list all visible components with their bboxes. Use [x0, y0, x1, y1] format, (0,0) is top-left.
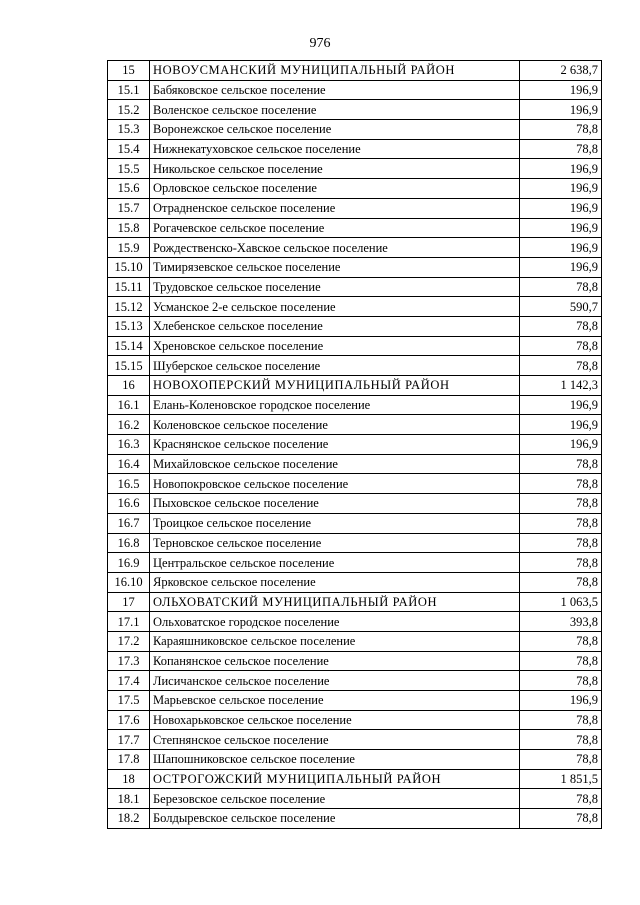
row-name-cell: Шапошниковское сельское поселение: [150, 750, 520, 770]
settlement-row: [108, 454, 602, 474]
row-number-cell: 15: [108, 61, 150, 81]
row-name-cell: Лисичанское сельское поселение: [150, 671, 520, 691]
row-value-cell: 78,8: [520, 356, 602, 376]
row-name-cell: Хреновское сельское поселение: [150, 336, 520, 356]
settlement-row: [108, 553, 602, 573]
row-name-cell: Краснянское сельское поселение: [150, 435, 520, 455]
row-name-cell: Центральское сельское поселение: [150, 553, 520, 573]
row-name-cell: ОСТРОГОЖСКИЙ МУНИЦИПАЛЬНЫЙ РАЙОН: [150, 769, 520, 789]
settlement-row: [108, 316, 602, 336]
settlement-row: [108, 356, 602, 376]
row-value-cell: 196,9: [520, 80, 602, 100]
settlement-row: [108, 139, 602, 159]
row-value-cell: 78,8: [520, 789, 602, 809]
settlement-row: [108, 297, 602, 317]
settlement-row: [108, 100, 602, 120]
settlement-row: [108, 533, 602, 553]
row-name-cell: Тимирязевское сельское поселение: [150, 257, 520, 277]
row-number-cell: 15.6: [108, 179, 150, 199]
row-name-cell: Троицкое сельское поселение: [150, 513, 520, 533]
allocation-table: [107, 60, 602, 829]
row-value-cell: 196,9: [520, 395, 602, 415]
settlement-row: [108, 789, 602, 809]
row-value-cell: 78,8: [520, 277, 602, 297]
row-number-cell: 18: [108, 769, 150, 789]
row-number-cell: 15.14: [108, 336, 150, 356]
row-value-cell: 196,9: [520, 218, 602, 238]
row-number-cell: 16.5: [108, 474, 150, 494]
row-name-cell: Воленское сельское поселение: [150, 100, 520, 120]
row-value-cell: 196,9: [520, 179, 602, 199]
row-name-cell: Отрадненское сельское поселение: [150, 198, 520, 218]
settlement-row: [108, 612, 602, 632]
settlement-row: [108, 257, 602, 277]
row-value-cell: 78,8: [520, 316, 602, 336]
row-value-cell: 196,9: [520, 691, 602, 711]
row-value-cell: 196,9: [520, 198, 602, 218]
settlement-row: [108, 435, 602, 455]
row-name-cell: Марьевское сельское поселение: [150, 691, 520, 711]
row-number-cell: 16.10: [108, 572, 150, 592]
settlement-row: [108, 671, 602, 691]
row-number-cell: 15.13: [108, 316, 150, 336]
district-row: [108, 376, 602, 396]
row-name-cell: Степнянское сельское поселение: [150, 730, 520, 750]
row-name-cell: Ярковское сельское поселение: [150, 572, 520, 592]
row-name-cell: Новохарьковское сельское поселение: [150, 710, 520, 730]
row-name-cell: НОВОУСМАНСКИЙ МУНИЦИПАЛЬНЫЙ РАЙОН: [150, 61, 520, 81]
row-name-cell: Пыховское сельское поселение: [150, 494, 520, 514]
row-number-cell: 15.3: [108, 120, 150, 140]
settlement-row: [108, 198, 602, 218]
row-value-cell: 196,9: [520, 435, 602, 455]
row-name-cell: Рождественско-Хавское сельское поселение: [150, 238, 520, 258]
row-number-cell: 17.5: [108, 691, 150, 711]
district-row: [108, 769, 602, 789]
settlement-row: [108, 572, 602, 592]
row-name-cell: Болдыревское сельское поселение: [150, 809, 520, 829]
row-number-cell: 15.2: [108, 100, 150, 120]
row-number-cell: 16.3: [108, 435, 150, 455]
row-name-cell: Березовское сельское поселение: [150, 789, 520, 809]
row-number-cell: 16: [108, 376, 150, 396]
row-number-cell: 16.2: [108, 415, 150, 435]
row-name-cell: Новопокровское сельское поселение: [150, 474, 520, 494]
row-number-cell: 15.11: [108, 277, 150, 297]
row-value-cell: 196,9: [520, 415, 602, 435]
row-name-cell: Коленовское сельское поселение: [150, 415, 520, 435]
row-name-cell: Терновское сельское поселение: [150, 533, 520, 553]
row-name-cell: Орловское сельское поселение: [150, 179, 520, 199]
settlement-row: [108, 395, 602, 415]
row-value-cell: 78,8: [520, 139, 602, 159]
row-name-cell: Усманское 2-е сельское поселение: [150, 297, 520, 317]
row-number-cell: 15.10: [108, 257, 150, 277]
row-name-cell: Трудовское сельское поселение: [150, 277, 520, 297]
table-body: [108, 61, 602, 829]
row-name-cell: Никольское сельское поселение: [150, 159, 520, 179]
row-value-cell: 196,9: [520, 238, 602, 258]
settlement-row: [108, 750, 602, 770]
row-name-cell: Шуберское сельское поселение: [150, 356, 520, 376]
settlement-row: [108, 809, 602, 829]
row-value-cell: 590,7: [520, 297, 602, 317]
row-value-cell: 78,8: [520, 651, 602, 671]
row-value-cell: 2 638,7: [520, 61, 602, 81]
row-number-cell: 17.1: [108, 612, 150, 632]
row-name-cell: Елань-Коленовское городское поселение: [150, 395, 520, 415]
row-name-cell: Караяшниковское сельское поселение: [150, 631, 520, 651]
row-number-cell: 17.7: [108, 730, 150, 750]
row-value-cell: 78,8: [520, 730, 602, 750]
row-value-cell: 78,8: [520, 336, 602, 356]
row-name-cell: НОВОХОПЕРСКИЙ МУНИЦИПАЛЬНЫЙ РАЙОН: [150, 376, 520, 396]
row-number-cell: 17.3: [108, 651, 150, 671]
row-value-cell: 1 851,5: [520, 769, 602, 789]
row-name-cell: Рогачевское сельское поселение: [150, 218, 520, 238]
settlement-row: [108, 651, 602, 671]
row-number-cell: 15.1: [108, 80, 150, 100]
row-name-cell: Хлебенское сельское поселение: [150, 316, 520, 336]
settlement-row: [108, 415, 602, 435]
settlement-row: [108, 474, 602, 494]
row-value-cell: 78,8: [520, 513, 602, 533]
row-number-cell: 16.6: [108, 494, 150, 514]
row-name-cell: ОЛЬХОВАТСКИЙ МУНИЦИПАЛЬНЫЙ РАЙОН: [150, 592, 520, 612]
row-value-cell: 78,8: [520, 710, 602, 730]
row-value-cell: 1 063,5: [520, 592, 602, 612]
row-number-cell: 18.1: [108, 789, 150, 809]
row-value-cell: 78,8: [520, 533, 602, 553]
row-value-cell: 78,8: [520, 750, 602, 770]
row-number-cell: 17.2: [108, 631, 150, 651]
row-number-cell: 15.7: [108, 198, 150, 218]
settlement-row: [108, 691, 602, 711]
row-number-cell: 15.12: [108, 297, 150, 317]
settlement-row: [108, 730, 602, 750]
settlement-row: [108, 710, 602, 730]
row-name-cell: Бабяковское сельское поселение: [150, 80, 520, 100]
row-name-cell: Нижнекатуховское сельское поселение: [150, 139, 520, 159]
row-number-cell: 15.9: [108, 238, 150, 258]
row-value-cell: 78,8: [520, 120, 602, 140]
row-value-cell: 78,8: [520, 553, 602, 573]
row-number-cell: 16.8: [108, 533, 150, 553]
district-row: [108, 592, 602, 612]
row-name-cell: Воронежское сельское поселение: [150, 120, 520, 140]
row-number-cell: 16.1: [108, 395, 150, 415]
row-number-cell: 17.4: [108, 671, 150, 691]
row-number-cell: 15.5: [108, 159, 150, 179]
row-value-cell: 78,8: [520, 494, 602, 514]
settlement-row: [108, 218, 602, 238]
row-number-cell: 17.6: [108, 710, 150, 730]
row-number-cell: 16.4: [108, 454, 150, 474]
row-name-cell: Ольховатское городское поселение: [150, 612, 520, 632]
row-number-cell: 15.8: [108, 218, 150, 238]
settlement-row: [108, 80, 602, 100]
row-number-cell: 15.4: [108, 139, 150, 159]
row-number-cell: 16.9: [108, 553, 150, 573]
row-number-cell: 17: [108, 592, 150, 612]
page-number: 976: [309, 36, 331, 51]
settlement-row: [108, 494, 602, 514]
row-number-cell: 15.15: [108, 356, 150, 376]
row-value-cell: 196,9: [520, 100, 602, 120]
settlement-row: [108, 179, 602, 199]
row-name-cell: Михайловское сельское поселение: [150, 454, 520, 474]
settlement-row: [108, 513, 602, 533]
row-value-cell: 78,8: [520, 572, 602, 592]
settlement-row: [108, 238, 602, 258]
row-value-cell: 196,9: [520, 257, 602, 277]
row-value-cell: 78,8: [520, 631, 602, 651]
row-name-cell: Копанянское сельское поселение: [150, 651, 520, 671]
district-row: [108, 61, 602, 81]
row-value-cell: 1 142,3: [520, 376, 602, 396]
row-number-cell: 16.7: [108, 513, 150, 533]
settlement-row: [108, 277, 602, 297]
row-number-cell: 17.8: [108, 750, 150, 770]
row-number-cell: 18.2: [108, 809, 150, 829]
settlement-row: [108, 336, 602, 356]
row-value-cell: 196,9: [520, 159, 602, 179]
row-value-cell: 393,8: [520, 612, 602, 632]
row-value-cell: 78,8: [520, 454, 602, 474]
row-value-cell: 78,8: [520, 671, 602, 691]
row-value-cell: 78,8: [520, 474, 602, 494]
row-value-cell: 78,8: [520, 809, 602, 829]
settlement-row: [108, 631, 602, 651]
settlement-row: [108, 120, 602, 140]
settlement-row: [108, 159, 602, 179]
